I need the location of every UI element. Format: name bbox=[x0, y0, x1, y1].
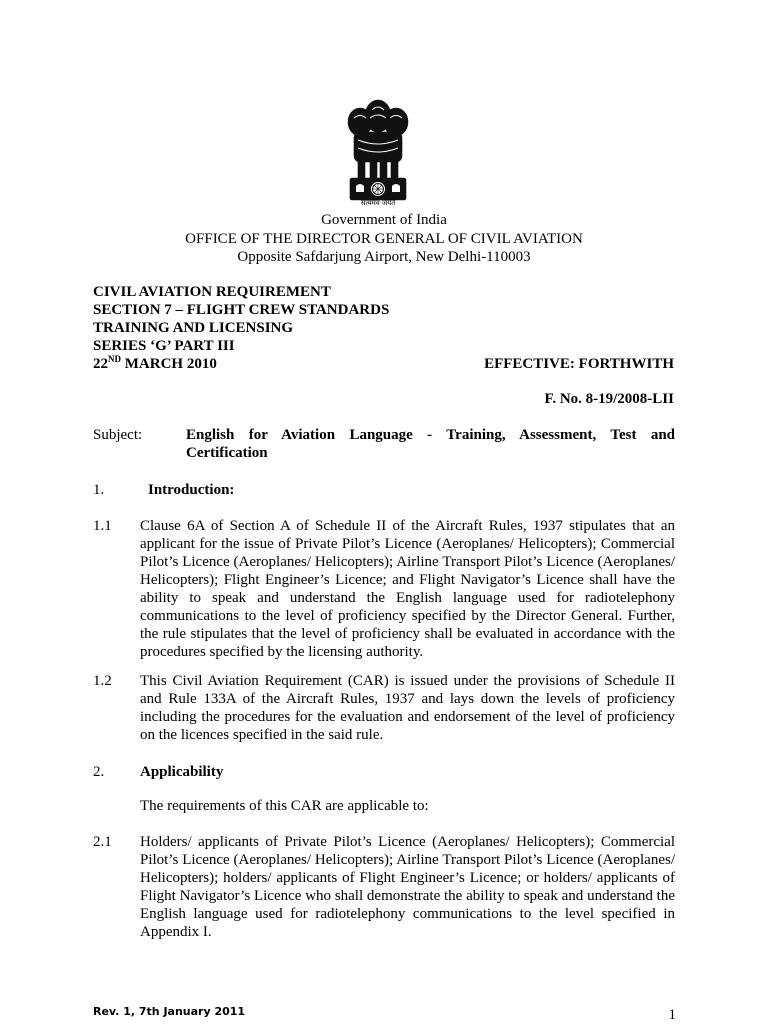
section-2-number: 2. bbox=[93, 764, 105, 780]
footer-page-number: 1 bbox=[668, 1007, 676, 1023]
emblem-of-india-icon bbox=[344, 96, 412, 208]
issue-date-suffix: ND bbox=[108, 354, 121, 364]
para-2-1-number: 2.1 bbox=[93, 834, 112, 850]
section-1-title: Introduction: bbox=[148, 482, 235, 498]
effective-date: EFFECTIVE: FORTHWITH bbox=[484, 356, 674, 372]
section-2-title: Applicability bbox=[140, 764, 224, 780]
para-1-1-text: Clause 6A of Section A of Schedule II of the Aircraft Rules, 1937 stipulates that an applicant for the issue of Private Pilot’s Licence (Aeroplanes/ Helicopters); Commercial Pilot’s Licence (Aeroplanes/ Helicopters); Airline Transport Pilot’s Licence (Aeroplanes/ Helicopters); Flight Engineer’s Licence; and Flight Navigator’s Licence shall have the ability to speak and understand the English language used for radiotelephony communications to the level of proficiency specified by the Director General. Further, the rule stipulates that the level of proficiency shall be evaluated in accordance with the procedures specified by the licensing authority. bbox=[140, 518, 675, 660]
header-address: Opposite Safdarjung Airport, New Delhi-110003 bbox=[237, 249, 531, 265]
issue-date bbox=[93, 355, 217, 373]
title-section: SECTION 7 – FLIGHT CREW STANDARDS bbox=[93, 302, 390, 318]
para-2-1-text: Holders/ applicants of Private Pilot’s Licence (Aeroplanes/ Helicopters); Commercial Pilot’s Licence (Aeroplanes/ Helicopters); Airline Transport Pilot’s Licence (Aeroplanes/ Helicopters); holders/ applicants of Flight Engineer’s Licence; or holders/ applicants of Flight Navigator’s Licence who shall demonstrate the ability to speak and understand the English language used for radiotelephony communications to the level specified in Appendix I. bbox=[140, 834, 675, 940]
title-training: TRAINING AND LICENSING bbox=[93, 320, 294, 336]
subject-text: English for Aviation Language - Training, Assessment, Test and Certification bbox=[186, 427, 675, 461]
issue-date-day: 22 bbox=[93, 356, 108, 372]
file-number: F. No. 8-19/2008-LII bbox=[544, 391, 674, 407]
emblem-motto: सत्यमेव जयते bbox=[360, 199, 396, 207]
section-2-intro: The requirements of this CAR are applicable to: bbox=[140, 798, 429, 814]
subject-label: Subject: bbox=[93, 427, 143, 443]
title-car: CIVIL AVIATION REQUIREMENT bbox=[93, 284, 331, 300]
para-1-2-number: 1.2 bbox=[93, 673, 112, 689]
issue-date-rest: MARCH 2010 bbox=[121, 356, 217, 372]
section-1-number: 1. bbox=[93, 482, 105, 498]
para-1-1-number: 1.1 bbox=[93, 518, 112, 534]
para-1-2-text: This Civil Aviation Requirement (CAR) is issued under the provisions of Schedule II and Rule 133A of the Aircraft Rules, 1937 and lays down the levels of proficiency including the procedures for the evaluation and endorsement of the level of proficiency on the licences specified in the said rule. bbox=[140, 673, 675, 743]
header-government: Government of India bbox=[321, 212, 447, 228]
title-series: SERIES ‘G’ PART III bbox=[93, 338, 235, 354]
header-office: OFFICE OF THE DIRECTOR GENERAL OF CIVIL AVIATION bbox=[185, 231, 583, 247]
footer-revision: Rev. 1, 7th January 2011 bbox=[93, 1005, 246, 1018]
